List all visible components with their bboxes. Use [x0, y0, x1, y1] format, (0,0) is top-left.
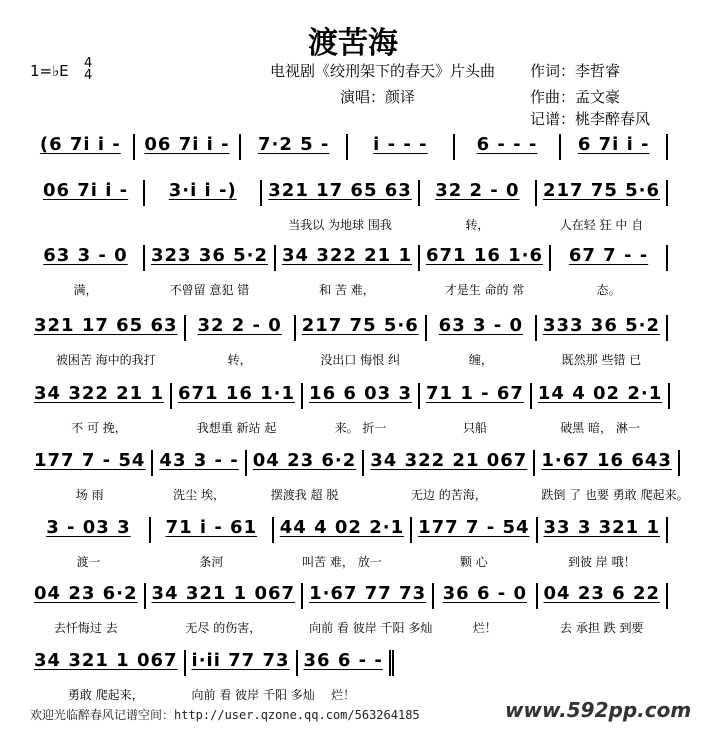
transcriber: 记谱：桃李醉春风	[530, 110, 651, 128]
subtitle: 电视剧《绞刑架下的春天》片头曲	[270, 62, 496, 80]
measure	[537, 180, 668, 232]
measure	[186, 315, 296, 367]
measure	[135, 134, 242, 160]
measure-lyric: 来。 折一	[334, 421, 387, 435]
measure	[28, 450, 153, 502]
time-bottom: 4	[84, 68, 93, 83]
measure	[348, 134, 455, 160]
measure-notes: 06 7i i -	[42, 180, 129, 201]
footer-link[interactable]: 欢迎光临醉春风记谱空间：http://user.qzone.qq.com/563264185	[30, 708, 420, 722]
score-row	[28, 245, 668, 297]
score-row	[28, 180, 668, 232]
measure-lyric: 转，	[465, 218, 490, 232]
measure-notes: 36 6 - 0	[442, 583, 527, 604]
measure	[537, 315, 668, 367]
measure-notes: 333 36 5·2	[542, 315, 660, 336]
measure-lyric: 跌倒 了 也要 勇敢 爬起来。	[541, 488, 689, 502]
measure-lyric: 和 苦 难，	[319, 283, 375, 297]
measure-notes: 177 7 - 54	[418, 517, 530, 538]
measure-lyric: 满，	[73, 283, 98, 297]
measure-lyric: 烂！	[472, 621, 497, 635]
measure	[28, 245, 145, 297]
measure-notes: 321 17 65 63	[268, 180, 412, 201]
measure-lyric: 摆渡我 超 脱	[270, 488, 339, 502]
measure	[247, 450, 365, 502]
measure	[420, 383, 532, 435]
measure	[145, 180, 262, 206]
measure-lyric: 叫苦 难， 放一	[302, 555, 382, 569]
measure-lyric: 无边 的苦海，	[410, 488, 487, 502]
measure	[172, 383, 303, 435]
measure-lyric: 去忏悔过 去	[53, 621, 118, 635]
time-signature	[84, 58, 92, 82]
measure-lyric: 缠，	[468, 353, 493, 367]
score-row	[28, 383, 668, 435]
measure	[28, 650, 186, 702]
score-row	[28, 450, 689, 502]
measure-notes: 1·67 16 643	[541, 450, 672, 471]
measure-notes: 04 23 6·2	[252, 450, 357, 471]
score-row	[28, 315, 668, 367]
measure-notes: 3 - 03 3	[46, 517, 131, 538]
measure-notes: i - - -	[373, 134, 428, 155]
measure-notes: 7·2 5 -	[257, 134, 330, 155]
measure-notes: 04 23 6 22	[543, 583, 660, 604]
measure	[535, 450, 689, 502]
measure-lyric: 条河	[199, 555, 224, 569]
measure-notes: 34 322 21 1	[34, 383, 164, 404]
measure	[28, 315, 186, 367]
measure-lyric: 才是生 命的 常	[444, 283, 525, 297]
measure	[151, 517, 274, 569]
measure-lyric: 无尽 的伤害，	[185, 621, 262, 635]
measure-lyric: 破黑 暗， 淋一	[560, 421, 640, 435]
measure	[28, 383, 172, 435]
brand-logo: www.592pp.com	[505, 698, 692, 722]
measure-notes: 321 17 65 63	[34, 315, 178, 336]
measure-notes: 04 23 6·2	[34, 583, 138, 604]
measure	[153, 450, 246, 502]
measure	[455, 134, 562, 160]
measure-notes: 32 2 - 0	[197, 315, 282, 336]
measure-lyric: 当我以 为地球 围我	[288, 218, 392, 232]
measure	[296, 315, 427, 367]
key-signature: 1=♭E	[30, 62, 69, 80]
measure-notes: 32 2 - 0	[435, 180, 520, 201]
measure-lyric: 向前 看 彼岸 千阳 多灿	[191, 688, 315, 702]
measure-lyric: 勇敢 爬起来，	[67, 688, 144, 702]
measure	[427, 315, 537, 367]
measure-lyric: 转，	[227, 353, 252, 367]
measure-lyric: 我想重 新站 起	[196, 421, 277, 435]
measure-lyric: 洗尘 埃，	[173, 488, 225, 502]
measure	[28, 517, 151, 569]
measure-lyric: 颗 心	[459, 555, 488, 569]
measure-notes: 36 6 - -	[303, 650, 383, 671]
measure	[28, 583, 146, 635]
measure-notes: i·ii 77 73	[191, 650, 290, 671]
measure-notes: 67 7 - -	[568, 245, 649, 266]
measure-lyric: 人在轻 狂 中 自	[559, 218, 644, 232]
measure	[145, 245, 276, 297]
measure-lyric: 去 承担 跌 到要	[560, 621, 644, 635]
measure-notes: 3·i i -)	[168, 180, 237, 201]
song-title: 渡苦海	[308, 26, 398, 61]
measure-lyric: 只船	[462, 421, 487, 435]
measure-lyric: 烂！	[331, 688, 356, 702]
measure-notes: 217 75 5·6	[301, 315, 419, 336]
measure	[298, 650, 394, 702]
time-top: 4	[84, 56, 93, 71]
measure-lyric: 不曾留 意犯 错	[169, 283, 250, 297]
measure-notes: 671 16 1·6	[426, 245, 544, 266]
measure-notes: (6 7i i -	[39, 134, 121, 155]
measure-notes: 06 7i i -	[144, 134, 230, 155]
measure	[434, 583, 537, 635]
measure-notes: 16 6 03 3	[309, 383, 412, 404]
measure-notes: 63 3 - 0	[438, 315, 524, 336]
measure-notes: 323 36 5·2	[150, 245, 268, 266]
measure-notes: 34 321 1 067	[151, 583, 296, 604]
lyricist: 作词：李哲睿	[530, 62, 621, 80]
measure	[364, 450, 535, 502]
measure-lyric: 态。	[596, 283, 621, 297]
measure-notes: 217 75 5·6	[542, 180, 660, 201]
measure	[28, 134, 135, 160]
measure	[412, 517, 537, 569]
measure	[538, 583, 668, 635]
measure-notes: 63 3 - 0	[43, 245, 128, 266]
measure	[420, 180, 537, 232]
measure	[186, 650, 315, 702]
measure-lyric: 渡一	[76, 555, 101, 569]
measure-notes: 177 7 - 54	[34, 450, 146, 471]
measure-lyric: 没出口 悔恨 纠	[320, 353, 401, 367]
measure-lyric: 被困苦 海中的我打	[55, 353, 156, 367]
measure	[303, 583, 434, 635]
score-row	[28, 650, 394, 702]
measure	[262, 180, 420, 232]
measure	[420, 245, 551, 297]
score-row	[28, 134, 668, 160]
measure-lyric: 向前 看 彼岸 千阳 多灿	[309, 621, 433, 635]
measure-lyric: 场 雨	[75, 488, 104, 502]
measure	[28, 180, 145, 206]
measure-lyric: 到彼 岸 哦！	[567, 555, 636, 569]
score-row	[28, 517, 668, 569]
measure	[241, 134, 348, 160]
measure-notes: 671 16 1·1	[178, 383, 296, 404]
measure	[538, 517, 668, 569]
measure-notes: 6 - - -	[476, 134, 538, 155]
measure-notes: 71 i - 61	[165, 517, 258, 538]
measure-notes: 14 4 02 2·1	[537, 383, 663, 404]
measure-notes: 6 7i i -	[577, 134, 650, 155]
measure-notes: 44 4 02 2·1	[279, 517, 405, 538]
measure-notes: 71 1 - 67	[426, 383, 524, 404]
measure-notes: 34 321 1 067	[34, 650, 178, 671]
measure-notes: 43 3 - -	[159, 450, 239, 471]
measure-notes: 34 322 21 1	[282, 245, 412, 266]
composer: 作曲：孟文豪	[530, 88, 621, 106]
measure	[551, 245, 668, 297]
score-row	[28, 583, 668, 635]
measure	[561, 134, 668, 160]
measure	[532, 383, 670, 435]
measure-lyric: 不 可 挽，	[71, 421, 127, 435]
measure	[274, 517, 412, 569]
measure-notes: 1·67 77 73	[309, 583, 427, 604]
measure	[303, 383, 420, 435]
measure-lyric: 既然那 些错 已	[561, 353, 642, 367]
measure	[146, 583, 304, 635]
singer: 演唱：颜译	[340, 88, 416, 106]
measure	[276, 245, 420, 297]
measure-notes: 34 322 21 067	[370, 450, 528, 471]
measure-notes: 33 3 321 1	[543, 517, 660, 538]
